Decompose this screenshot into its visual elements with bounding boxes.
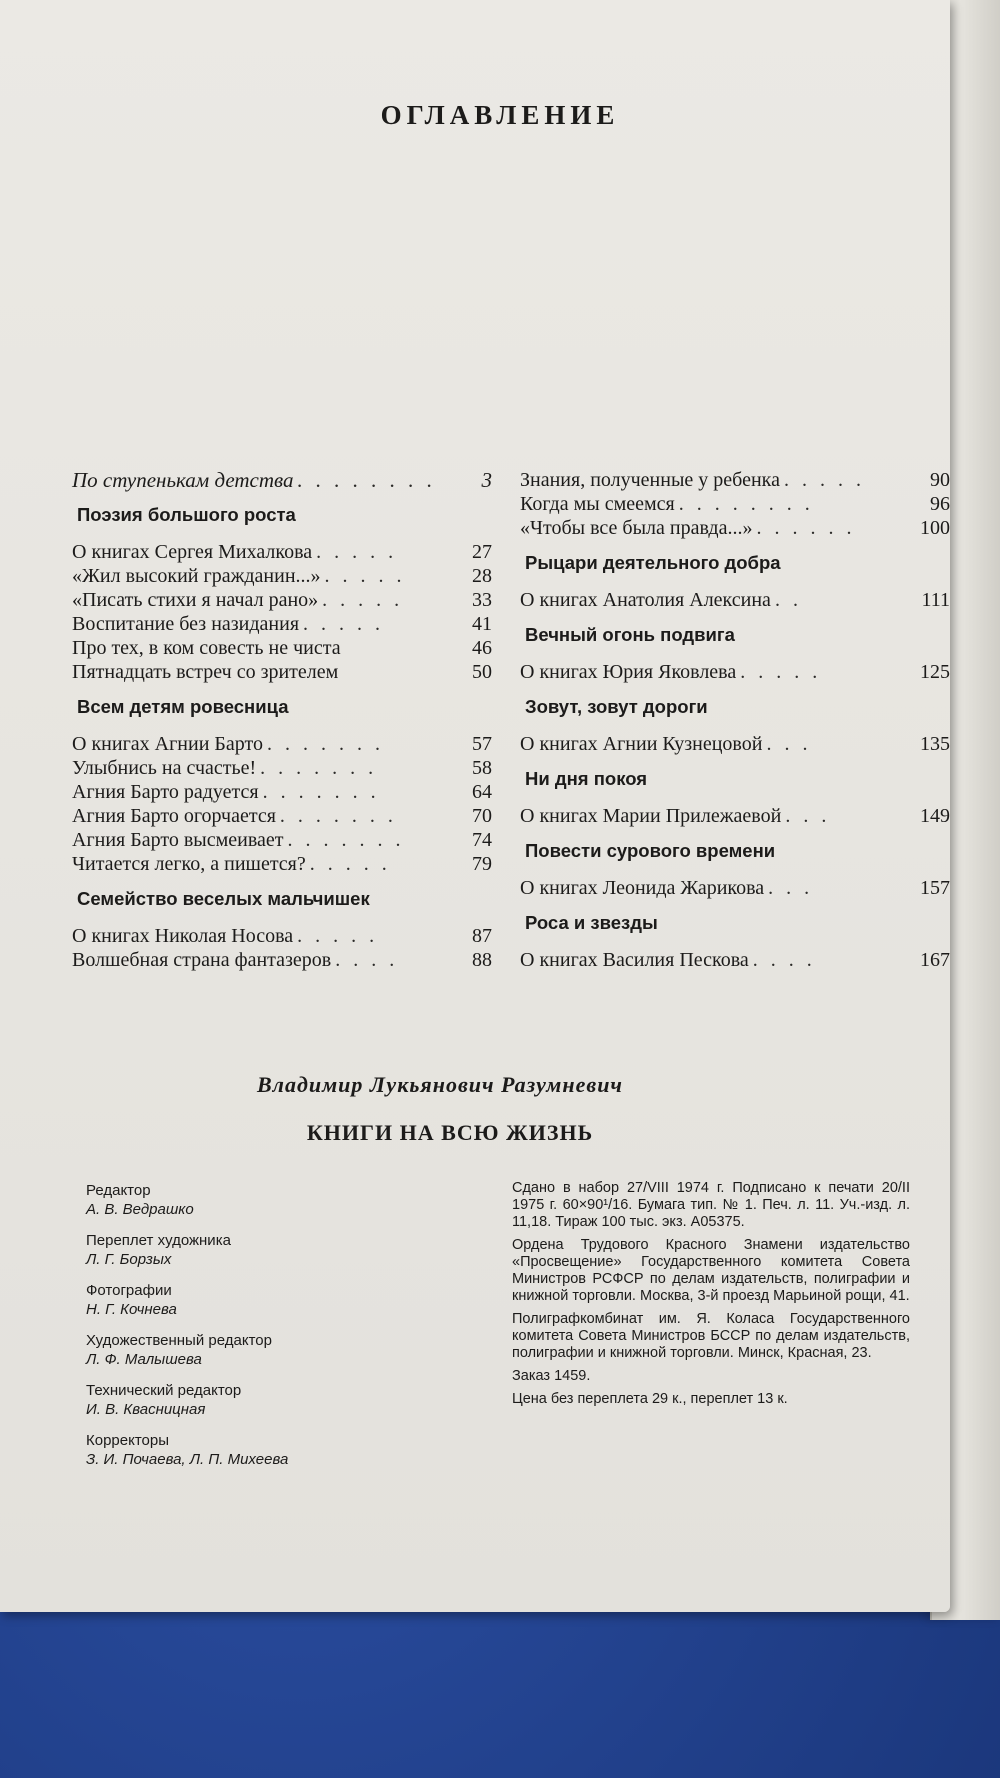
- contents-heading: ОГЛАВЛЕНИЕ: [380, 100, 620, 130]
- imprint-block: [512, 1180, 910, 1414]
- toc-entry: Читается легко, а пишется? . . . . . 79: [72, 853, 492, 875]
- toc-section: [520, 696, 950, 756]
- toc-entry: О книгах Агнии Барто . . . . . . . 57: [72, 733, 492, 755]
- section-heading: Ни дня покоя: [525, 768, 648, 789]
- toc-entry: Когда мы смеемся . . . . . . . . 96: [520, 493, 950, 515]
- toc-section: [72, 888, 492, 972]
- toc-entry: Воспитание без назидания . . . . . 41: [72, 613, 492, 635]
- section-heading: Роса и звезды: [525, 912, 658, 933]
- toc-entry: Пятнадцать встреч со зрителем 50: [72, 661, 492, 683]
- section-heading: Всем детям ровесница: [77, 696, 289, 717]
- toc-section: [520, 624, 950, 684]
- toc-entry: О книгах Леонида Жарикова . . . 157: [520, 877, 950, 899]
- credit-item: Художественный редактор Л. Ф. Малышева: [86, 1332, 272, 1368]
- toc-section: [520, 768, 950, 828]
- toc-entry: О книгах Василия Пескова . . . . 167: [520, 949, 950, 971]
- toc-entry: Волшебная страна фантазеров . . . . 88: [72, 949, 492, 971]
- section-heading: Вечный огонь подвига: [525, 624, 735, 645]
- credit-item: Редактор А. В. Ведрашко: [86, 1182, 194, 1218]
- toc-section: [520, 840, 950, 900]
- credit-item: Фотографии Н. Г. Кочнева: [86, 1282, 177, 1318]
- credit-item: Переплет художника Л. Г. Борзых: [86, 1232, 231, 1268]
- toc-entry: О книгах Марии Прилежаевой . . . 149: [520, 805, 950, 827]
- section-heading: Семейство веселых мальчишек: [77, 888, 370, 909]
- section-heading: Поэзия большого роста: [77, 504, 296, 525]
- imprint-print-data: Сдано в набор 27/VIII 1974 г. Подписано к печати 20/II 1975 г. 60×90¹/16. Бумага тип. № 1. Печ. л. 11. Уч.-изд. л. 11,18. Тираж 100 тыс. экз. А05375.: [512, 1180, 910, 1230]
- section-heading: Рыцари деятельного добра: [525, 552, 781, 573]
- toc-left-column: [72, 468, 492, 984]
- toc-entry: «Писать стихи я начал рано» . . . . . 33: [72, 589, 492, 611]
- toc-right-column: [520, 468, 950, 984]
- toc-entry: О книгах Сергея Михалкова . . . . . 27: [72, 541, 492, 563]
- toc-section: [520, 552, 950, 612]
- toc-entry: О книгах Николая Носова . . . . . 87: [72, 925, 492, 947]
- toc-section: [72, 504, 492, 684]
- toc-entry: Улыбнись на счастье! . . . . . . . 58: [72, 757, 492, 779]
- toc-entry: Знания, полученные у ребенка . . . . . 90: [520, 469, 950, 491]
- toc-entry: Агния Барто огорчается . . . . . . . 70: [72, 805, 492, 827]
- imprint-price: Цена без переплета 29 к., переплет 13 к.: [512, 1391, 788, 1407]
- toc-entry: Про тех, в ком совесть не чиста 46: [72, 637, 492, 659]
- imprint-publisher: Ордена Трудового Красного Знамени издательство «Просвещение» Государственного комитета Совета Министров РСФСР по делам издательств, полиграфии и книжной торговли. Москва, 3-й проезд Марьиной рощи, 41.: [512, 1237, 910, 1304]
- toc-entry: О книгах Анатолия Алексина . . 111: [520, 589, 950, 611]
- toc-entry: Агния Барто высмеивает . . . . . . . 74: [72, 829, 492, 851]
- author-name: Владимир Лукьянович Разумневич: [257, 1072, 623, 1097]
- toc-entry: «Чтобы все была правда...» . . . . . . 100: [520, 517, 950, 539]
- toc-section: [520, 912, 950, 972]
- toc-entry: О книгах Агнии Кузнецовой . . . 135: [520, 733, 950, 755]
- toc-entry: Агния Барто радуется . . . . . . . 64: [72, 781, 492, 803]
- dot-leader: . . . . . . . .: [297, 468, 437, 492]
- toc-entry: «Жил высокий гражданин...» . . . . . 28: [72, 565, 492, 587]
- imprint-printer: Полиграфкомбинат им. Я. Коласа Государственного комитета Совета Министров БССР по делам издательств, полиграфии и книжной торговли. Минск, Красная, 23.: [512, 1311, 910, 1361]
- toc-entry: По ступенькам детства . . . . . . . . 3: [72, 468, 492, 492]
- toc-entry: О книгах Юрия Яковлева . . . . . 125: [520, 661, 950, 683]
- credit-item: Технический редактор И. В. Квасницная: [86, 1382, 242, 1418]
- section-heading: Зовут, зовут дороги: [525, 696, 708, 717]
- imprint-order: Заказ 1459.: [512, 1368, 591, 1384]
- book-title: КНИГИ НА ВСЮ ЖИЗНЬ: [306, 1120, 594, 1145]
- section-heading: Повести сурового времени: [525, 840, 776, 861]
- credits-list: [86, 1181, 466, 1481]
- toc-section: [72, 696, 492, 876]
- credit-item: Корректоры З. И. Почаева, Л. П. Михеева: [86, 1432, 289, 1468]
